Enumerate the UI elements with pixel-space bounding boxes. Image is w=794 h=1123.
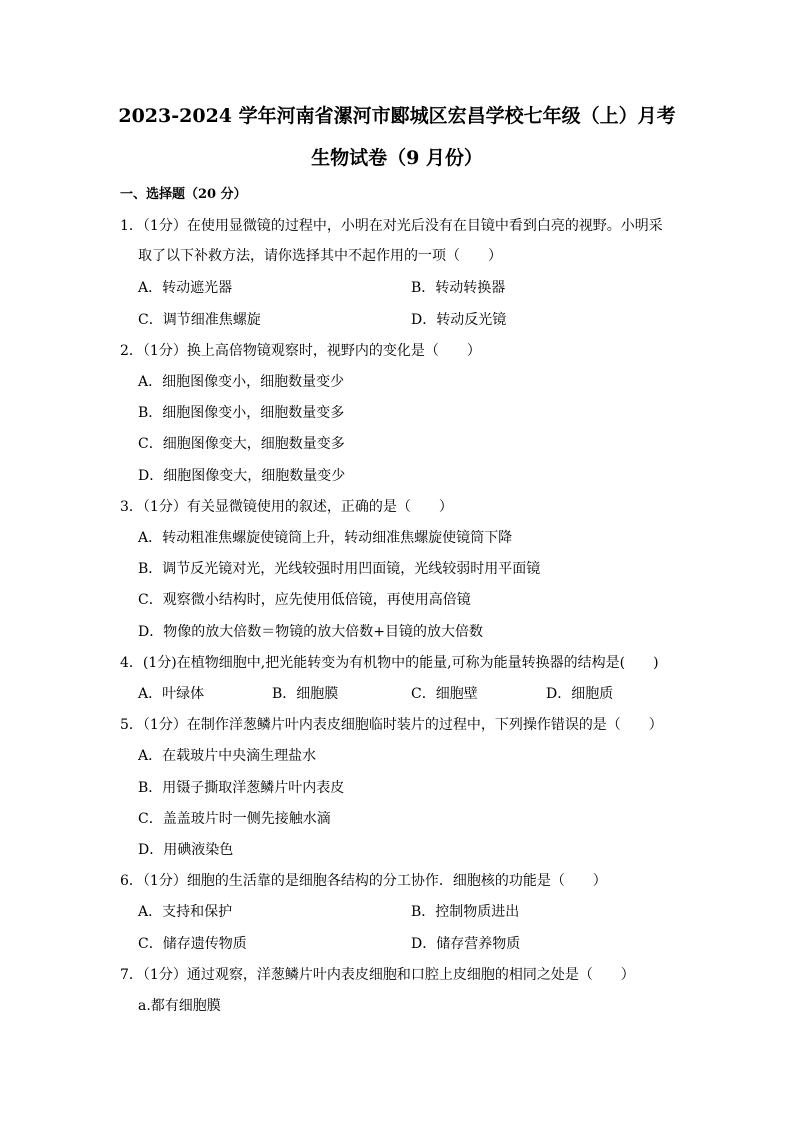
question-6-option-b: B．控制物质进出 (411, 904, 520, 920)
question-5-option-d: D．用碘液染色 (138, 842, 234, 858)
question-4-option-b: B．细胞膜 (272, 686, 339, 702)
question-1-option-a: A．转动遮光器 (138, 280, 233, 296)
question-4-option-d: D．细胞质 (546, 686, 614, 702)
question-1-option-d: D．转动反光镜 (411, 312, 507, 328)
question-5-option-b: B．用镊子撕取洋葱鳞片叶内表皮 (138, 780, 345, 796)
question-1-option-c: C．调节细准焦螺旋 (138, 312, 261, 328)
question-2-option-c: C．细胞图像变大，细胞数量变多 (138, 436, 345, 452)
question-5-option-a: A．在载玻片中央滴生理盐水 (138, 748, 317, 764)
question-5-option-c: C．盖盖玻片时一侧先接触水滴 (138, 811, 331, 827)
question-6-option-d: D．储存营养物质 (411, 936, 521, 952)
question-4-option-a: A．叶绿体 (138, 686, 205, 702)
question-1-stem-cont: 取了以下补救方法，请你选择其中不起作用的一项（ ） (138, 248, 502, 264)
question-6-option-a: A．支持和保护 (138, 904, 233, 920)
question-6-stem: 6．（1分）细胞的生活靠的是细胞各结构的分工协作．细胞核的功能是（ ） (120, 873, 607, 889)
question-2-option-b: B．细胞图像变小，细胞数量变多 (138, 405, 345, 421)
section-heading: 一、选择题（20 分） (120, 187, 247, 202)
question-5-stem: 5．（1分）在制作洋葱鳞片叶内表皮细胞临时装片的过程中，下列操作错误的是（ ） (120, 717, 663, 733)
question-4-stem: 4．(1分)在植物细胞中,把光能转变为有机物中的能量,可称为能量转换器的结构是( ) (120, 655, 659, 671)
question-6-option-c: C．储存遗传物质 (138, 936, 247, 952)
question-7-item-a: a.都有细胞膜 (138, 998, 221, 1014)
question-3-option-a: A．转动粗准焦螺旋使镜筒上升，转动细准焦螺旋使镜筒下降 (138, 530, 513, 546)
question-2-stem: 2．（1分）换上高倍物镜观察时，视野内的变化是（ ） (120, 343, 481, 359)
question-3-option-b: B．调节反光镜对光，光线较强时用凹面镜，光线较弱时用平面镜 (138, 561, 541, 577)
question-4-option-c: C．细胞壁 (411, 686, 478, 702)
question-1-option-b: B．转动转换器 (411, 280, 506, 296)
exam-title-line2: 生物试卷（9 月份） (311, 147, 483, 169)
question-1-stem: 1．（1分）在使用显微镜的过程中，小明在对光后没有在目镜中看到白亮的视野。小明采 (120, 218, 663, 234)
question-3-option-d: D．物像的放大倍数＝物镜的放大倍数+目镜的放大倍数 (138, 624, 483, 640)
question-3-option-c: C．观察微小结构时，应先使用低倍镜，再使用高倍镜 (138, 592, 471, 608)
exam-title-line1: 2023-2024 学年河南省漯河市郾城区宏昌学校七年级（上）月考 (118, 105, 676, 127)
question-7-stem: 7．（1分）通过观察，洋葱鳞片叶内表皮细胞和口腔上皮细胞的相同之处是（ ） (120, 967, 635, 983)
question-2-option-d: D．细胞图像变大，细胞数量变少 (138, 468, 346, 484)
question-2-option-a: A．细胞图像变小，细胞数量变少 (138, 374, 345, 390)
question-3-stem: 3．（1分）有关显微镜使用的叙述，正确的是（ ） (120, 499, 453, 515)
